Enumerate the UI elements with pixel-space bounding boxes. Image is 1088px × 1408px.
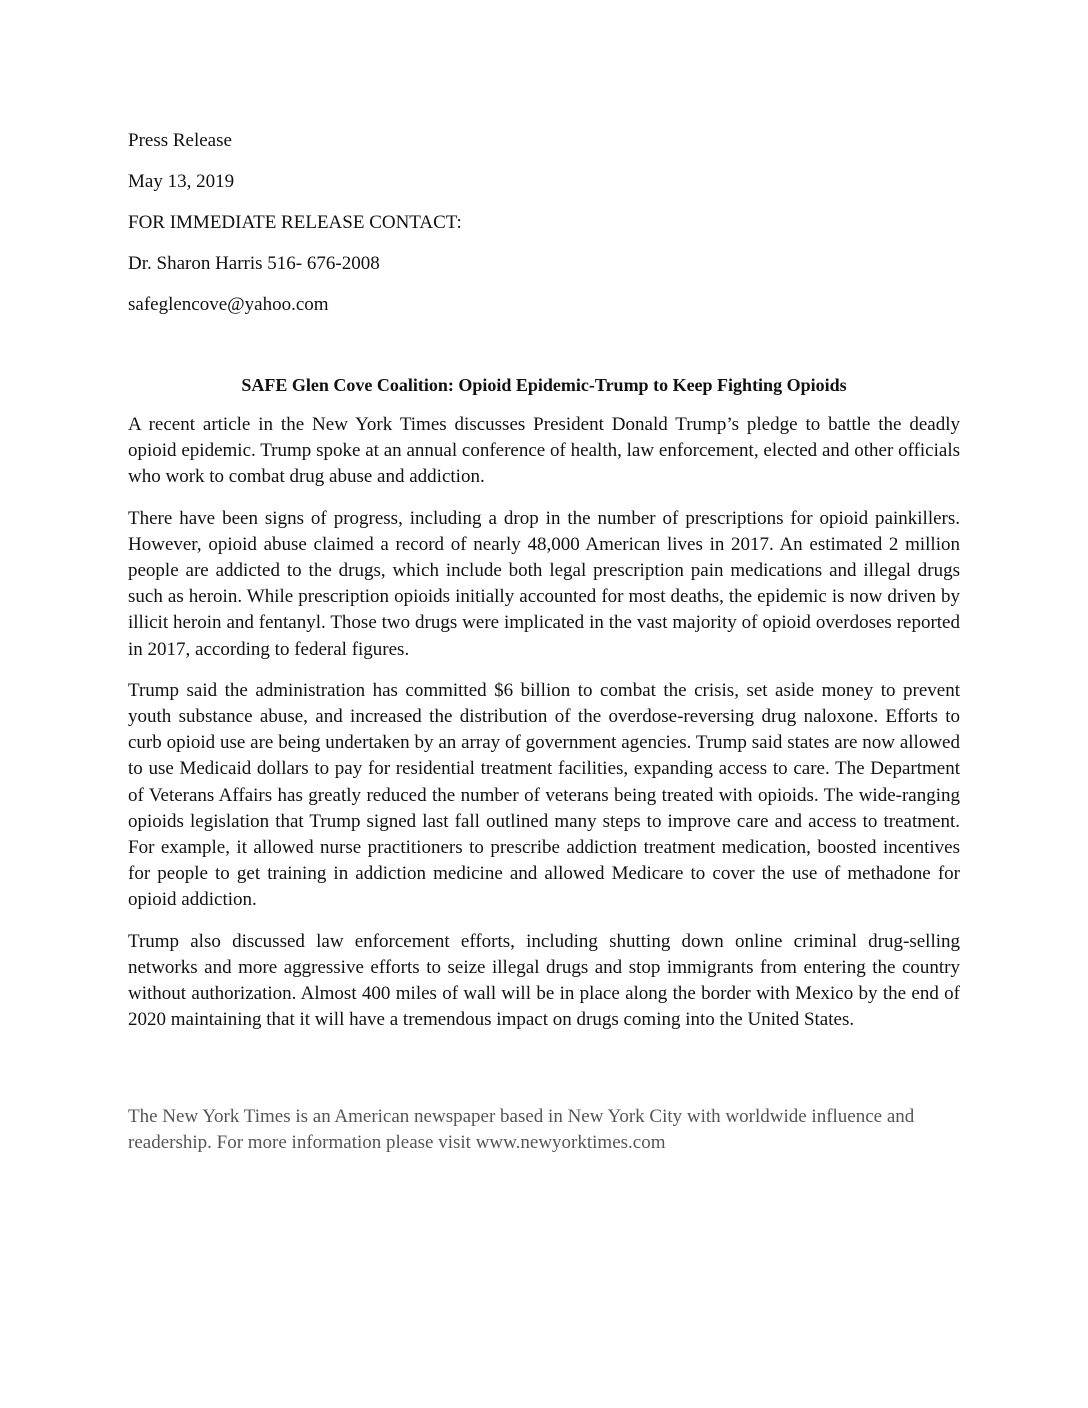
- press-release-headline: SAFE Glen Cove Coalition: Opioid Epidemic-Trump to Keep Fighting Opioids: [241, 375, 847, 395]
- contact-name-phone: Dr. Sharon Harris 516- 676-2008: [128, 253, 380, 274]
- body-paragraph: A recent article in the New York Times discusses President Donald Trump’s pledge to battle the deadly opioid epidemic. Trump spoke at an annual conference of health, law enforcement, elected and other officials who work to combat drug abuse and addiction.: [128, 414, 960, 488]
- source-footnote: The New York Times is an American newspaper based in New York City with worldwide influence and readership. For more information please visit www.newyorktimes.com: [128, 1106, 915, 1153]
- article-body: [128, 412, 960, 1048]
- body-paragraph: Trump said the administration has committed $6 billion to combat the crisis, set aside money to prevent youth substance abuse, and increased the distribution of the overdose-reversing drug naloxone. Efforts to curb opioid use are being undertaken by an array of government agencies. Trump said states are now allowed to use Medicaid dollars to pay for residential treatment facilities, expanding access to care. The Department of Veterans Affairs has greatly reduced the number of veterans being treated with opioids. The wide-ranging opioids legislation that Trump signed last fall outlined many steps to improve care and access to treatment. For example, it allowed nurse practitioners to prescribe addiction treatment medication, boosted incentives for people to get training in addiction medicine and allowed Medicare to cover the use of methadone for opioid addiction.: [128, 679, 960, 911]
- contact-heading: FOR IMMEDIATE RELEASE CONTACT:: [128, 212, 462, 233]
- release-header: [128, 128, 928, 333]
- contact-email: safeglencove@yahoo.com: [128, 294, 329, 315]
- body-paragraph: Trump also discussed law enforcement efforts, including shutting down online criminal drug-selling networks and more aggressive efforts to seize illegal drugs and stop immigrants from entering the country without authorization. Almost 400 miles of wall will be in place along the border with Mexico by the end of 2020 maintaining that it will have a tremendous impact on drugs coming into the United States.: [128, 930, 960, 1031]
- release-date: May 13, 2019: [128, 171, 235, 192]
- body-paragraph: There have been signs of progress, including a drop in the number of prescriptions for opioid painkillers. However, opioid abuse claimed a record of nearly 48,000 American lives in 2017. An estimated 2 million people are addicted to the drugs, which include both legal prescription pain medications and illegal drugs such as heroin. While prescription opioids initially accounted for most deaths, the epidemic is now driven by illicit heroin and fentanyl. Those two drugs were implicated in the vast majority of opioid overdoses reported in 2017, according to federal figures.: [128, 507, 960, 660]
- release-label: Press Release: [128, 130, 232, 151]
